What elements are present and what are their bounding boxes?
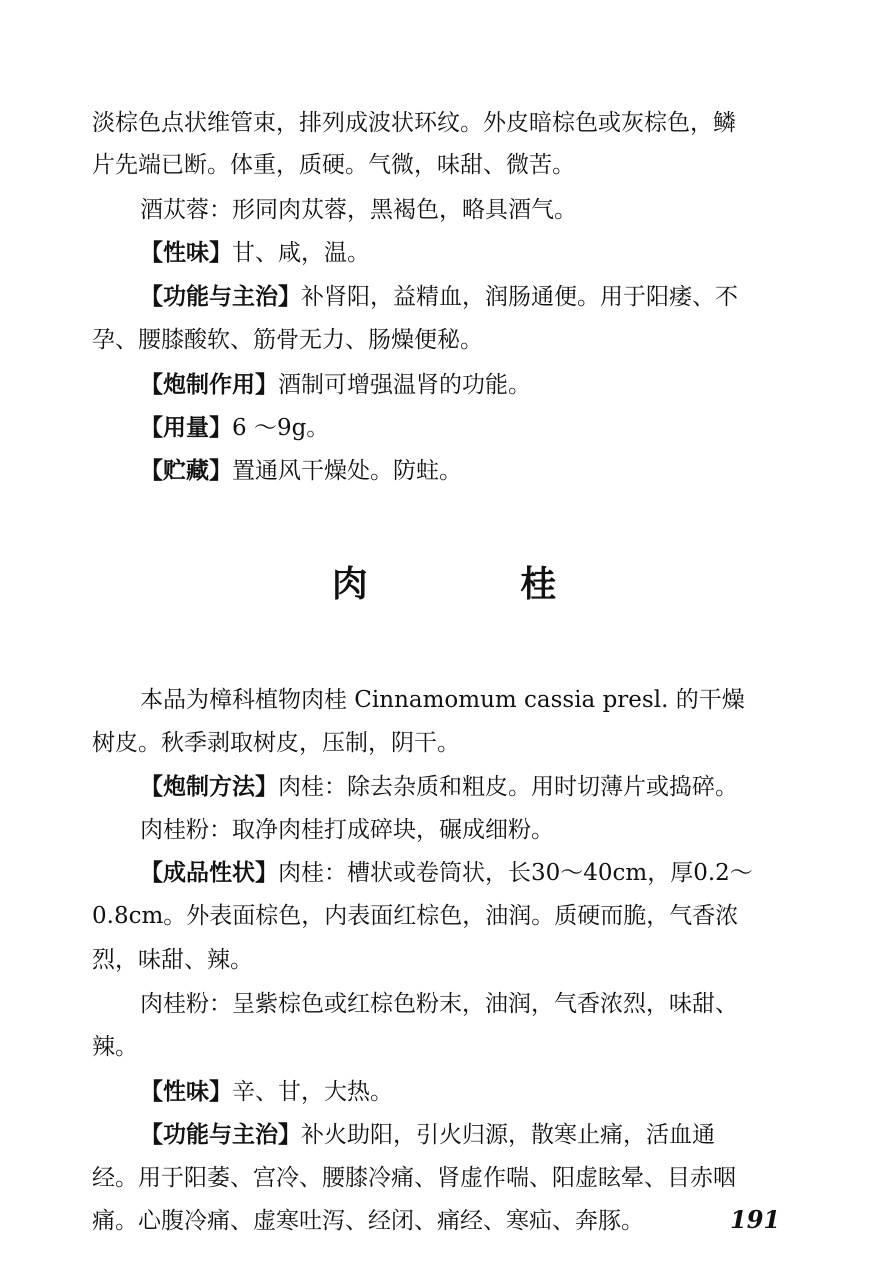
function-line	[140, 1120, 796, 1150]
section-tag: 【成品性状】	[140, 860, 278, 886]
section-tag: 【性味】	[140, 1079, 232, 1105]
text-line	[92, 901, 796, 931]
section-tag: 【炮制作用】	[140, 372, 278, 398]
line-text: 置通风干燥处。防蛀。	[232, 458, 462, 484]
function-line	[140, 282, 796, 312]
line-text: 酒苁蓉：形同肉苁蓉，黑褐色，略具酒气。	[140, 197, 577, 223]
line-text: 甘、咸，温。	[232, 240, 370, 266]
dosage-line	[140, 413, 796, 443]
line-text: 酒制可增强温肾的功能。	[278, 372, 531, 398]
line-text: 肉桂粉：取净肉桂打成碎块，碾成细粉。	[140, 817, 554, 843]
section-tag: 【炮制方法】	[140, 774, 278, 800]
line-text: 辣。	[92, 1034, 138, 1060]
line-text: 补肾阳，益精血，润肠通便。用于阳痿、不	[301, 284, 738, 310]
storage-line	[140, 456, 796, 486]
line-text: 淡棕色点状维管束，排列成波状环纹。外皮暗棕色或灰棕色，鳞	[92, 110, 736, 136]
line-text: 痛。心腹冷痛、虚寒吐泻、经闭、痛经、寒疝、奔豚。	[92, 1208, 644, 1234]
flavor-line	[140, 1077, 796, 1107]
line-text: 本品为樟科植物肉桂 Cinnamomum cassia presl. 的干燥	[140, 687, 745, 713]
line-text: 烈，味甜、辣。	[92, 947, 253, 973]
line-text: 孕、腰膝酸软、筋骨无力、肠燥便秘。	[92, 327, 483, 353]
text-line	[92, 1032, 796, 1062]
line-text: 树皮。秋季剥取树皮，压制，阴干。	[92, 730, 460, 756]
text-line	[140, 989, 796, 1019]
line-text: 辛、甘，大热。	[232, 1079, 393, 1105]
line-text: 肉桂：除去杂质和粗皮。用时切薄片或捣碎。	[278, 774, 738, 800]
product-traits-line	[140, 858, 796, 888]
text-line	[92, 945, 796, 975]
section-tag: 【贮藏】	[140, 458, 232, 484]
line-text: 片先端已断。体重，质硬。气微，味甜、微苦。	[92, 152, 575, 178]
line-text: 6 ～9g。	[232, 415, 330, 441]
text-line	[92, 325, 796, 355]
page-number: 191	[730, 1205, 781, 1234]
text-line	[140, 815, 796, 845]
text-line	[92, 150, 796, 180]
line-text: 经。用于阳萎、宫冷、腰膝冷痛、肾虚作喘、阳虚眩晕、目赤咽	[92, 1165, 736, 1191]
line-text: 肉桂粉：呈紫棕色或红棕色粉末，油润，气香浓烈，味甜、	[140, 991, 738, 1017]
processing-method-line	[140, 772, 796, 802]
text-line	[92, 1163, 796, 1193]
section-tag: 【性味】	[140, 240, 232, 266]
text-line	[140, 685, 796, 715]
flavor-line	[140, 238, 796, 268]
section-tag: 【功能与主治】	[140, 284, 301, 310]
line-text: 0.8cm。外表面棕色，内表面红棕色，油润。质硬而脆，气香浓	[92, 903, 739, 929]
processing-effect-line	[140, 370, 796, 400]
line-text: 肉桂：槽状或卷筒状，长30～40cm，厚0.2～	[278, 860, 753, 886]
line-text: 补火助阳，引火归源，散寒止痛，活血通	[301, 1122, 715, 1148]
text-line	[92, 1206, 796, 1236]
section-tag: 【用量】	[140, 415, 232, 441]
text-line	[140, 195, 796, 225]
entry-title: 肉 桂	[331, 564, 627, 605]
text-line	[92, 728, 796, 758]
text-line	[92, 108, 796, 138]
section-tag: 【功能与主治】	[140, 1122, 301, 1148]
